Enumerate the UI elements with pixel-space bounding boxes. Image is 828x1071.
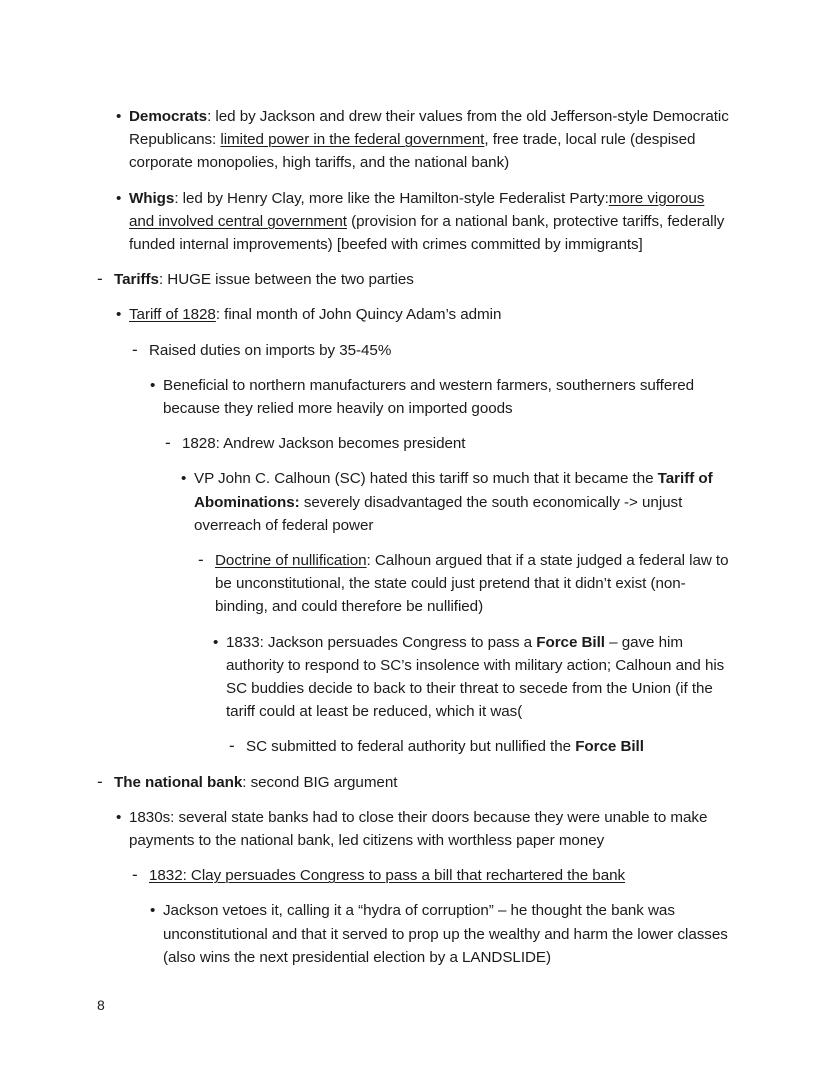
outline-item — [150, 899, 733, 969]
outline-item-text — [194, 470, 713, 533]
outline-item — [116, 303, 733, 326]
text-run: SC submitted to federal authority but nullified the — [246, 738, 576, 756]
dash-bullet-icon: - — [198, 550, 204, 570]
outline-item-text — [163, 902, 728, 965]
text-run: : led by Jackson and drew their values from the old Jefferson-style Democratic Republicans: — [129, 108, 729, 149]
dash-bullet-icon: - — [97, 771, 103, 791]
text-run: – gave him authority to respond to SC’s insolence with military action; Calhoun and his SC buddies decide to back to their threat to secede from the Union (if the tariff could at least be reduced, which it was( — [226, 633, 725, 721]
text-run: : second BIG argument — [242, 773, 398, 791]
outline-item — [97, 771, 733, 794]
dot-bullet-icon: • — [116, 108, 122, 125]
outline-notes-body — [97, 105, 733, 981]
dot-bullet-icon: • — [213, 633, 219, 651]
text-run: Raised duties on imports by 35-45% — [149, 341, 392, 359]
outline-item — [150, 374, 733, 420]
text-run: : led by Henry Clay, more like the Hamilton-style Federalist Party: — [174, 189, 609, 207]
text-run: , free trade, local rule (despised corporate monopolies, high tariffs, and the national bank) — [129, 131, 696, 172]
outline-item — [116, 105, 733, 175]
text-run: Beneficial to northern manufacturers and western farmers, southerners suffered because they relied more heavily on imported goods — [163, 376, 695, 418]
text-run: : HUGE issue between the two parties — [158, 271, 414, 289]
text-run: more vigorous and involved central government — [129, 189, 705, 230]
text-run: Force Bill — [575, 738, 644, 756]
dash-bullet-icon: - — [165, 433, 171, 453]
text-run: 1833: Jackson persuades Congress to pass a — [226, 633, 537, 651]
text-run: Whigs — [129, 189, 175, 207]
outline-item-text — [163, 377, 694, 417]
text-run: Doctrine of nullification — [215, 552, 367, 570]
page-number: 8 — [97, 997, 105, 1013]
text-run: Tariff of Abominations: — [194, 470, 713, 511]
dot-bullet-icon: • — [116, 306, 122, 324]
outline-item-text — [182, 435, 465, 452]
text-run: (provision for a national bank, protective tariffs, federally funded internal improvements) [beefed with crimes committed by immigrants] — [129, 212, 725, 254]
outline-item-text — [149, 342, 391, 359]
text-run: Jackson vetoes it, calling it a “hydra of corruption” – he thought the bank was unconstitutional and that it served to prop up the wealthy and harm the lower classes (also wins the next presidential election by a LANDSLIDE) — [163, 902, 728, 966]
text-run: : Calhoun argued that if a state judged a federal law to be unconstitutional, the state could just pretend that it didn’t exist (non-binding, and could therefore be nullified) — [215, 552, 729, 616]
text-run: limited power in the federal government — [220, 131, 485, 149]
text-run: 1830s: several state banks had to close their doors because they were unable to make payments to the national bank, led citizens with worthless paper money — [129, 808, 708, 850]
text-run: VP John C. Calhoun (SC) hated this tariff so much that it became the — [194, 470, 658, 488]
text-run: Tariff of 1828 — [129, 306, 216, 324]
outline-item — [116, 187, 733, 257]
dot-bullet-icon: • — [116, 808, 122, 826]
outline-item-text — [114, 774, 397, 791]
outline-item-text — [129, 108, 729, 171]
text-run: Democrats — [129, 108, 208, 125]
dot-bullet-icon: • — [150, 902, 156, 920]
outline-item — [132, 864, 733, 887]
dot-bullet-icon: • — [150, 376, 156, 394]
outline-item — [229, 735, 733, 758]
text-run: severely disadvantaged the south economically -> unjust overreach of federal power — [194, 493, 683, 534]
outline-item — [97, 268, 733, 291]
outline-item — [213, 631, 733, 724]
text-run: 1828: Andrew Jackson becomes president — [182, 435, 466, 453]
text-run: The national bank — [114, 773, 243, 791]
outline-item-text — [129, 809, 707, 849]
text-run: Force Bill — [536, 633, 605, 651]
dash-bullet-icon: - — [97, 269, 103, 289]
dash-bullet-icon: - — [229, 736, 235, 756]
outline-item-text — [129, 190, 724, 253]
dash-bullet-icon: - — [132, 339, 138, 359]
outline-item-text — [149, 867, 625, 884]
outline-item — [165, 432, 733, 455]
outline-item-text — [114, 271, 414, 288]
outline-item-text — [226, 634, 724, 721]
outline-item — [116, 806, 733, 852]
dash-bullet-icon: - — [132, 865, 138, 885]
outline-item — [181, 467, 733, 537]
dot-bullet-icon: • — [181, 470, 187, 488]
outline-item — [132, 339, 733, 362]
text-run: Tariffs — [114, 271, 159, 289]
outline-item-text — [246, 738, 644, 755]
dot-bullet-icon: • — [116, 189, 122, 207]
text-run: : final month of John Quincy Adam’s admin — [215, 306, 502, 324]
outline-item — [198, 549, 733, 619]
outline-item-text — [215, 552, 729, 615]
outline-item-text — [129, 306, 501, 323]
text-run: 1832: Clay persuades Congress to pass a bill that rechartered the bank — [149, 867, 626, 885]
